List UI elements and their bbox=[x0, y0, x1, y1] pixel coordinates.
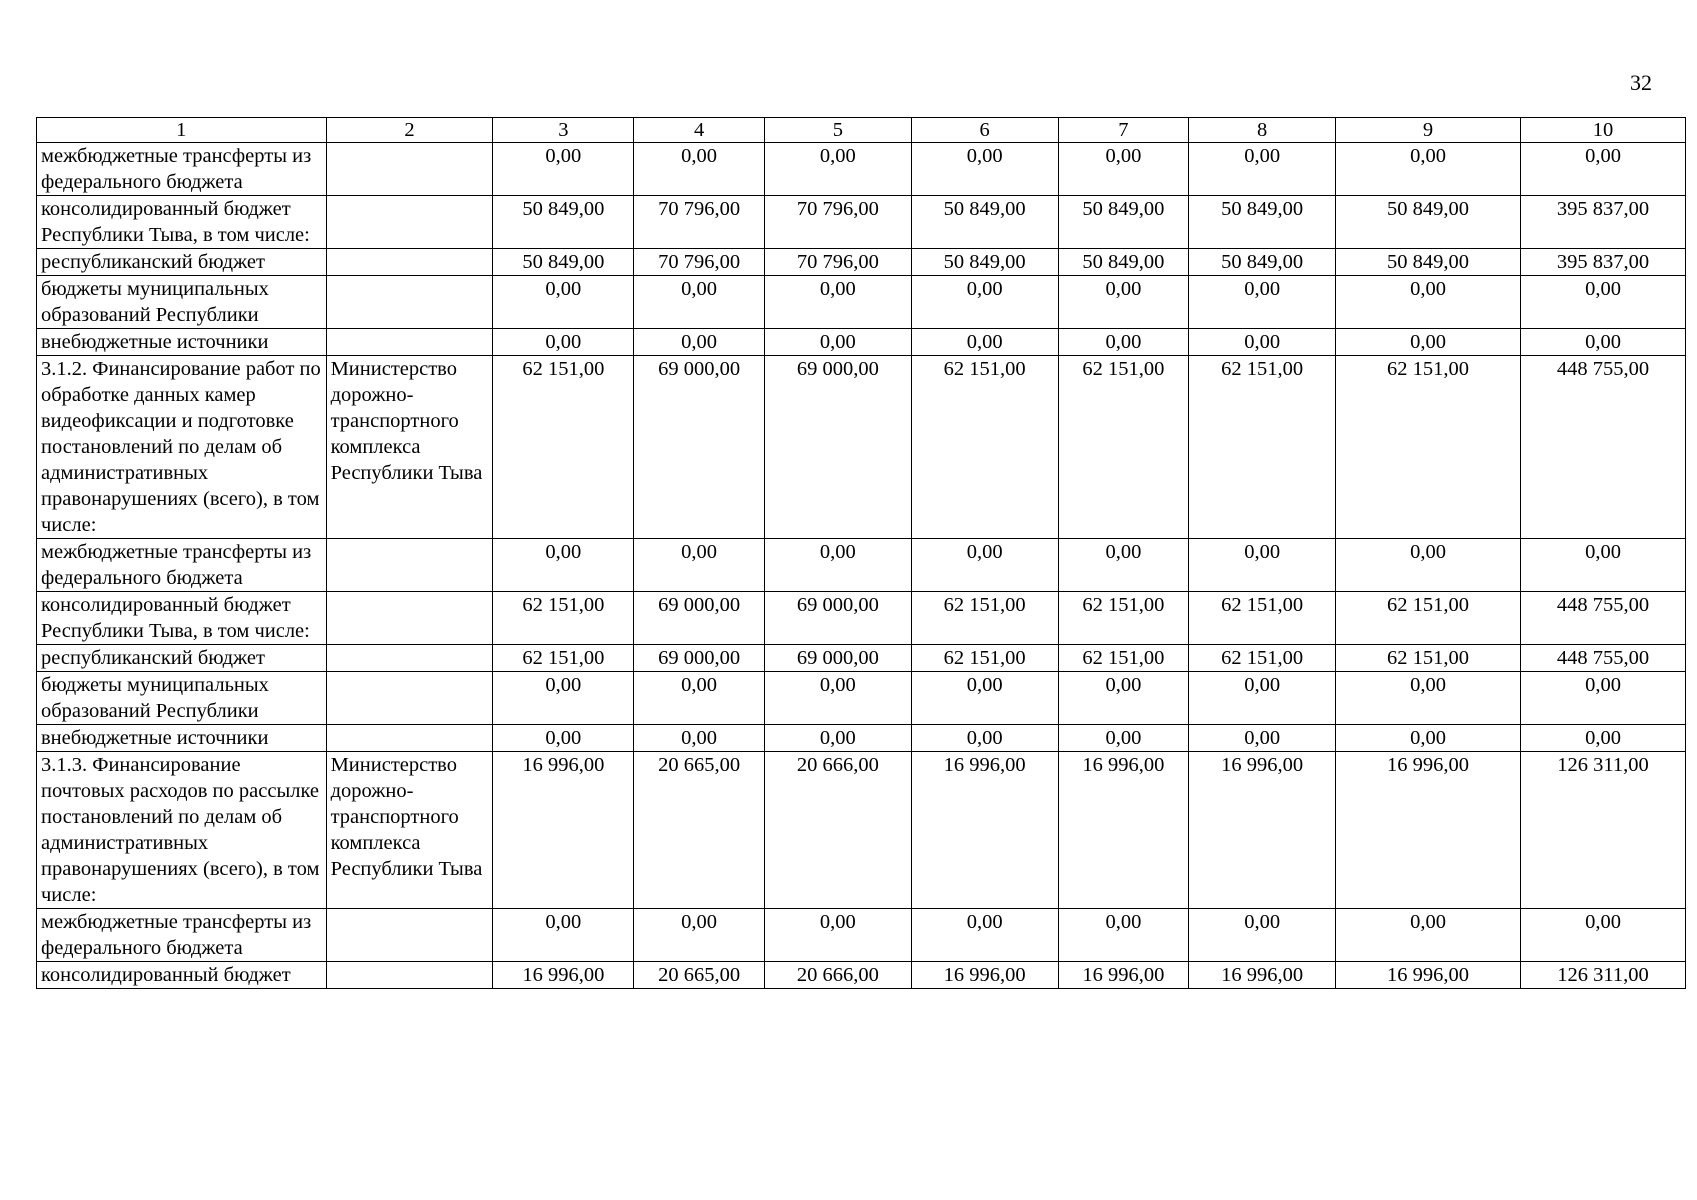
value-cell: 0,00 bbox=[1189, 329, 1336, 356]
value-cell: 0,00 bbox=[911, 143, 1058, 196]
table-row bbox=[37, 196, 1686, 249]
value-cell: 0,00 bbox=[1058, 539, 1189, 592]
total-cell: 448 755,00 bbox=[1521, 592, 1686, 645]
value-cell: 0,00 bbox=[1058, 329, 1189, 356]
value-cell: 16 996,00 bbox=[1189, 752, 1336, 909]
value-cell: 62 151,00 bbox=[493, 356, 634, 539]
value-cell: 0,00 bbox=[1058, 143, 1189, 196]
column-header: 8 bbox=[1189, 118, 1336, 143]
column-header: 9 bbox=[1336, 118, 1521, 143]
value-cell: 0,00 bbox=[634, 276, 765, 329]
value-cell: 70 796,00 bbox=[634, 196, 765, 249]
column-header: 6 bbox=[911, 118, 1058, 143]
value-cell: 16 996,00 bbox=[493, 752, 634, 909]
value-cell: 16 996,00 bbox=[493, 962, 634, 989]
responsible-executor bbox=[326, 725, 493, 752]
budget-table bbox=[36, 117, 1686, 989]
total-cell: 0,00 bbox=[1521, 672, 1686, 725]
row-label: республиканский бюджет bbox=[37, 249, 327, 276]
value-cell: 62 151,00 bbox=[1189, 356, 1336, 539]
value-cell: 0,00 bbox=[493, 672, 634, 725]
total-cell: 126 311,00 bbox=[1521, 752, 1686, 909]
responsible-executor: Министерство дорожно-транспортного комплекса Республики Тыва bbox=[326, 752, 493, 909]
value-cell: 62 151,00 bbox=[1189, 645, 1336, 672]
value-cell: 0,00 bbox=[1189, 909, 1336, 962]
responsible-executor: Министерство дорожно-транспортного комплекса Республики Тыва bbox=[326, 356, 493, 539]
value-cell: 0,00 bbox=[1189, 276, 1336, 329]
value-cell: 62 151,00 bbox=[493, 645, 634, 672]
value-cell: 0,00 bbox=[493, 329, 634, 356]
value-cell: 0,00 bbox=[911, 909, 1058, 962]
total-cell: 448 755,00 bbox=[1521, 356, 1686, 539]
column-header: 2 bbox=[326, 118, 493, 143]
table-row bbox=[37, 356, 1686, 539]
value-cell: 16 996,00 bbox=[1058, 752, 1189, 909]
value-cell: 0,00 bbox=[1336, 672, 1521, 725]
value-cell: 16 996,00 bbox=[1058, 962, 1189, 989]
value-cell: 16 996,00 bbox=[911, 752, 1058, 909]
value-cell: 62 151,00 bbox=[1058, 592, 1189, 645]
row-label: внебюджетные источники bbox=[37, 725, 327, 752]
value-cell: 16 996,00 bbox=[1189, 962, 1336, 989]
value-cell: 20 666,00 bbox=[764, 962, 911, 989]
column-header: 1 bbox=[37, 118, 327, 143]
total-cell: 395 837,00 bbox=[1521, 249, 1686, 276]
value-cell: 62 151,00 bbox=[1336, 592, 1521, 645]
responsible-executor bbox=[326, 143, 493, 196]
value-cell: 0,00 bbox=[764, 725, 911, 752]
value-cell: 20 665,00 bbox=[634, 752, 765, 909]
table-row bbox=[37, 592, 1686, 645]
responsible-executor bbox=[326, 672, 493, 725]
responsible-executor bbox=[326, 645, 493, 672]
value-cell: 62 151,00 bbox=[1336, 645, 1521, 672]
value-cell: 0,00 bbox=[1058, 725, 1189, 752]
value-cell: 0,00 bbox=[764, 672, 911, 725]
table-row bbox=[37, 909, 1686, 962]
table-row bbox=[37, 752, 1686, 909]
value-cell: 0,00 bbox=[1336, 276, 1521, 329]
column-header: 7 bbox=[1058, 118, 1189, 143]
value-cell: 0,00 bbox=[493, 276, 634, 329]
value-cell: 0,00 bbox=[764, 329, 911, 356]
value-cell: 0,00 bbox=[911, 539, 1058, 592]
row-label: 3.1.3. Финансирование почтовых расходов по рассылке постановлений по делам об административных правонарушениях (всего), в том числе: bbox=[37, 752, 327, 909]
row-label: республиканский бюджет bbox=[37, 645, 327, 672]
value-cell: 0,00 bbox=[493, 909, 634, 962]
value-cell: 69 000,00 bbox=[764, 645, 911, 672]
value-cell: 50 849,00 bbox=[1189, 196, 1336, 249]
value-cell: 50 849,00 bbox=[1058, 196, 1189, 249]
table-row bbox=[37, 143, 1686, 196]
value-cell: 62 151,00 bbox=[911, 356, 1058, 539]
table-row bbox=[37, 276, 1686, 329]
value-cell: 16 996,00 bbox=[1336, 752, 1521, 909]
value-cell: 70 796,00 bbox=[764, 196, 911, 249]
header-row bbox=[37, 118, 1686, 143]
total-cell: 0,00 bbox=[1521, 725, 1686, 752]
value-cell: 0,00 bbox=[764, 909, 911, 962]
value-cell: 0,00 bbox=[1189, 725, 1336, 752]
responsible-executor bbox=[326, 249, 493, 276]
total-cell: 0,00 bbox=[1521, 143, 1686, 196]
value-cell: 0,00 bbox=[634, 539, 765, 592]
value-cell: 70 796,00 bbox=[764, 249, 911, 276]
total-cell: 0,00 bbox=[1521, 329, 1686, 356]
value-cell: 0,00 bbox=[493, 143, 634, 196]
value-cell: 0,00 bbox=[764, 539, 911, 592]
value-cell: 0,00 bbox=[1189, 539, 1336, 592]
value-cell: 62 151,00 bbox=[911, 592, 1058, 645]
column-header: 3 bbox=[493, 118, 634, 143]
responsible-executor bbox=[326, 909, 493, 962]
value-cell: 50 849,00 bbox=[1058, 249, 1189, 276]
value-cell: 20 666,00 bbox=[764, 752, 911, 909]
value-cell: 0,00 bbox=[493, 725, 634, 752]
row-label: консолидированный бюджет Республики Тыва, в том числе: bbox=[37, 592, 327, 645]
value-cell: 0,00 bbox=[911, 276, 1058, 329]
page-number: 32 bbox=[1630, 70, 1652, 95]
value-cell: 50 849,00 bbox=[1189, 249, 1336, 276]
value-cell: 0,00 bbox=[634, 909, 765, 962]
value-cell: 50 849,00 bbox=[493, 196, 634, 249]
value-cell: 16 996,00 bbox=[911, 962, 1058, 989]
total-cell: 448 755,00 bbox=[1521, 645, 1686, 672]
value-cell: 0,00 bbox=[1058, 276, 1189, 329]
total-cell: 395 837,00 bbox=[1521, 196, 1686, 249]
value-cell: 16 996,00 bbox=[1336, 962, 1521, 989]
value-cell: 50 849,00 bbox=[493, 249, 634, 276]
value-cell: 0,00 bbox=[634, 725, 765, 752]
responsible-executor bbox=[326, 539, 493, 592]
row-label: межбюджетные трансферты из федерального бюджета bbox=[37, 909, 327, 962]
value-cell: 62 151,00 bbox=[493, 592, 634, 645]
value-cell: 50 849,00 bbox=[1336, 249, 1521, 276]
table-row bbox=[37, 672, 1686, 725]
row-label: межбюджетные трансферты из федерального бюджета bbox=[37, 539, 327, 592]
table-row bbox=[37, 645, 1686, 672]
value-cell: 0,00 bbox=[1336, 725, 1521, 752]
table-row bbox=[37, 962, 1686, 989]
value-cell: 0,00 bbox=[1058, 909, 1189, 962]
value-cell: 62 151,00 bbox=[911, 645, 1058, 672]
value-cell: 0,00 bbox=[764, 276, 911, 329]
value-cell: 0,00 bbox=[493, 539, 634, 592]
table-row bbox=[37, 249, 1686, 276]
total-cell: 0,00 bbox=[1521, 909, 1686, 962]
responsible-executor bbox=[326, 276, 493, 329]
row-label: бюджеты муниципальных образований Республики bbox=[37, 276, 327, 329]
total-cell: 0,00 bbox=[1521, 276, 1686, 329]
value-cell: 0,00 bbox=[1189, 672, 1336, 725]
value-cell: 0,00 bbox=[634, 329, 765, 356]
value-cell: 69 000,00 bbox=[764, 592, 911, 645]
value-cell: 0,00 bbox=[1336, 143, 1521, 196]
row-label: внебюджетные источники bbox=[37, 329, 327, 356]
value-cell: 62 151,00 bbox=[1189, 592, 1336, 645]
responsible-executor bbox=[326, 196, 493, 249]
value-cell: 62 151,00 bbox=[1058, 356, 1189, 539]
table-row bbox=[37, 725, 1686, 752]
value-cell: 0,00 bbox=[1336, 329, 1521, 356]
value-cell: 0,00 bbox=[1336, 539, 1521, 592]
value-cell: 0,00 bbox=[634, 143, 765, 196]
value-cell: 69 000,00 bbox=[634, 356, 765, 539]
value-cell: 62 151,00 bbox=[1058, 645, 1189, 672]
total-cell: 126 311,00 bbox=[1521, 962, 1686, 989]
value-cell: 0,00 bbox=[764, 143, 911, 196]
value-cell: 0,00 bbox=[634, 672, 765, 725]
row-label: 3.1.2. Финансирование работ по обработке данных камер видеофиксации и подготовке постановлений по делам об административных правонарушениях (всего), в том числе: bbox=[37, 356, 327, 539]
value-cell: 50 849,00 bbox=[1336, 196, 1521, 249]
row-label: консолидированный бюджет bbox=[37, 962, 327, 989]
responsible-executor bbox=[326, 592, 493, 645]
row-label: бюджеты муниципальных образований Республики bbox=[37, 672, 327, 725]
value-cell: 0,00 bbox=[1336, 909, 1521, 962]
value-cell: 0,00 bbox=[911, 672, 1058, 725]
table-row bbox=[37, 539, 1686, 592]
value-cell: 0,00 bbox=[911, 725, 1058, 752]
value-cell: 0,00 bbox=[1058, 672, 1189, 725]
value-cell: 20 665,00 bbox=[634, 962, 765, 989]
column-header: 5 bbox=[764, 118, 911, 143]
value-cell: 50 849,00 bbox=[911, 249, 1058, 276]
responsible-executor bbox=[326, 329, 493, 356]
row-label: консолидированный бюджет Республики Тыва, в том числе: bbox=[37, 196, 327, 249]
value-cell: 50 849,00 bbox=[911, 196, 1058, 249]
value-cell: 62 151,00 bbox=[1336, 356, 1521, 539]
row-label: межбюджетные трансферты из федерального бюджета bbox=[37, 143, 327, 196]
value-cell: 0,00 bbox=[1189, 143, 1336, 196]
value-cell: 69 000,00 bbox=[634, 645, 765, 672]
value-cell: 70 796,00 bbox=[634, 249, 765, 276]
value-cell: 0,00 bbox=[911, 329, 1058, 356]
value-cell: 69 000,00 bbox=[764, 356, 911, 539]
value-cell: 69 000,00 bbox=[634, 592, 765, 645]
table-body bbox=[37, 143, 1686, 989]
total-cell: 0,00 bbox=[1521, 539, 1686, 592]
table-row bbox=[37, 329, 1686, 356]
column-header: 10 bbox=[1521, 118, 1686, 143]
responsible-executor bbox=[326, 962, 493, 989]
column-header: 4 bbox=[634, 118, 765, 143]
